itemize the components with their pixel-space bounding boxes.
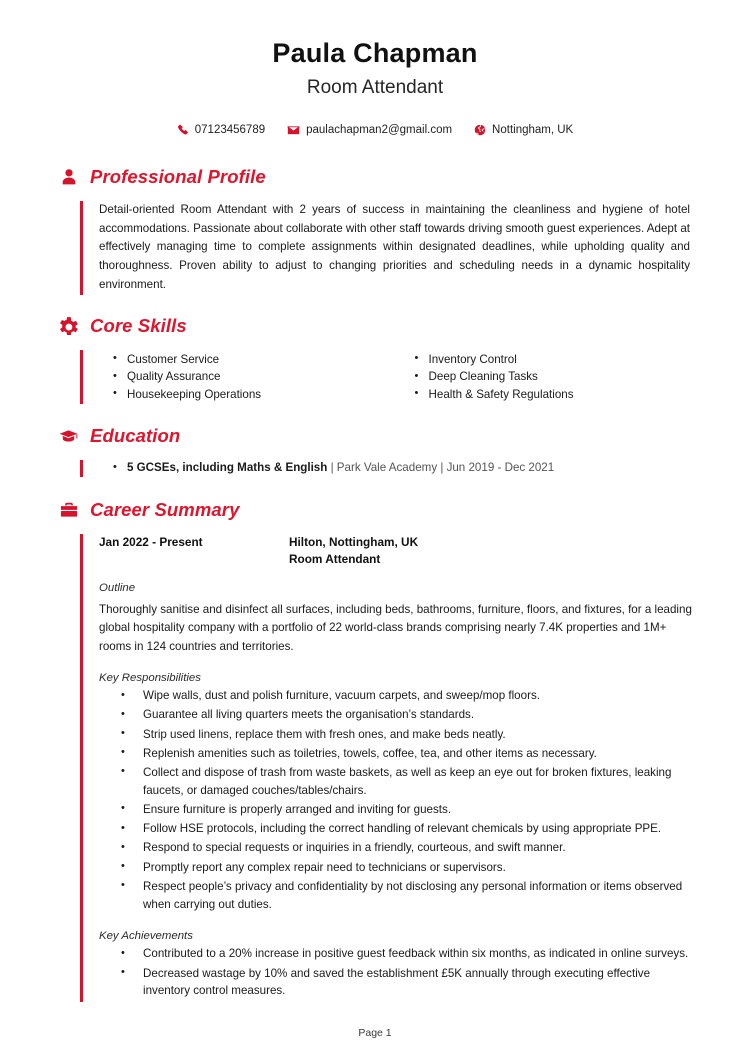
skill-item: • Inventory Control [415, 352, 693, 368]
responsibilities-label: Key Responsibilities [99, 672, 201, 685]
outline-label: Outline [99, 582, 136, 595]
contact-location[interactable] [474, 124, 573, 136]
location-icon [474, 124, 486, 136]
skills-column-right [415, 352, 693, 404]
email-icon [287, 124, 300, 137]
job-title: Room Attendant [289, 552, 381, 566]
list-item: • Collect and dispose of trash from waste baskets, as well as keep an eye out for broken fixtures, leaking faucets, or damaged couches/tables/chairs. [121, 764, 692, 799]
education-details: | Park Vale Academy | Jun 2019 - Dec 2021 [327, 461, 555, 475]
contact-phone-text: 07123456789 [194, 124, 266, 137]
briefcase-icon [58, 500, 79, 521]
skill-item: • Health & Safety Regulations [415, 387, 693, 403]
section-header-education [58, 426, 692, 447]
page-footer [0, 1027, 750, 1039]
list-item: • Respond to special requests or inquiries in a friendly, courteous, and swift manner. [121, 839, 692, 857]
section-header-profile [58, 167, 692, 188]
skills-body [58, 350, 692, 404]
skill-item: • Quality Assurance [113, 369, 391, 385]
responsibilities-list [99, 687, 692, 913]
section-header-career [58, 500, 692, 521]
skills-column-left [113, 352, 391, 404]
job-outline-text: Thoroughly sanitise and disinfect all surfaces, including beds, bathrooms, furniture, floors, and fixtures, for a leading global hospitality company with a portfolio of 22 world-class brands comprising nearly 7.4K properties and 1M+ rooms in 124 countries and territories. [99, 603, 692, 653]
list-item: • Ensure furniture is properly arranged and inviting for guests. [121, 801, 692, 819]
section-header-skills [58, 316, 692, 337]
gear-icon [58, 316, 79, 337]
list-item: • Replenish amenities such as toiletries, towels, coffee, tea, and other items as necessary. [121, 745, 692, 763]
resume-header [58, 38, 692, 137]
list-item: • Decreased wastage by 10% and saved the establishment £5K annually through executing effective inventory control measures. [121, 965, 692, 1000]
contact-email-text: paulachapman2@gmail.com [306, 124, 453, 137]
job-role-subtitle: Room Attendant [306, 77, 444, 99]
section-title-career: Career Summary [90, 499, 240, 521]
list-item: • Promptly report any complex repair need to technicians or supervisors. [121, 859, 692, 877]
contact-email[interactable] [287, 124, 452, 137]
job-company: Hilton, Nottingham, UK [289, 534, 419, 549]
job-heading-row [99, 534, 692, 568]
graduation-cap-icon [58, 426, 79, 447]
education-list [83, 460, 692, 477]
skill-item: • Customer Service [113, 352, 391, 368]
section-title-education: Education [90, 425, 181, 447]
section-core-skills [58, 316, 692, 404]
skill-item: • Housekeeping Operations [113, 387, 391, 403]
career-body [58, 534, 692, 1002]
contact-phone[interactable] [177, 124, 265, 136]
job-dates: Jan 2022 - Present [99, 534, 203, 549]
contact-location-text: Nottingham, UK [492, 124, 574, 137]
section-education [58, 426, 692, 477]
page-title: Paula Chapman [272, 38, 478, 68]
profile-body [58, 201, 692, 295]
section-career-summary [58, 500, 692, 1002]
achievements-label: Key Achievements [99, 930, 193, 943]
list-item: • Respect people’s privacy and confidentiality by not disclosing any personal information or items observed when carrying out duties. [121, 878, 692, 913]
page-number-label: Page 1 [358, 1027, 392, 1039]
skills-grid [83, 350, 692, 404]
education-body [58, 460, 692, 477]
profile-text: Detail-oriented Room Attendant with 2 years of success in maintaining the cleanliness and hygiene of hotel accommodations. Passionate about collaborate with other staff towards driving smooth guest experiences. Adept at effectively managing time to complete assignments within designated deadlines, while upholding quality and thoroughness. Proven ability to adjust to changing priorities and scheduling needs in a dynamic hospitality environment. [99, 202, 690, 291]
education-degree: 5 GCSEs, including Maths & English [127, 461, 328, 475]
job-entry [99, 534, 692, 1000]
person-icon [58, 167, 79, 188]
contact-row [58, 124, 692, 137]
list-item: • Wipe walls, dust and polish furniture, vacuum carpets, and sweep/mop floors. [121, 687, 692, 705]
achievements-list [99, 945, 692, 1000]
phone-icon [177, 124, 189, 136]
section-title-profile: Professional Profile [90, 166, 266, 188]
section-title-skills: Core Skills [90, 315, 187, 336]
list-item: • Follow HSE protocols, including the correct handling of relevant chemicals by using appropriate PPE. [121, 820, 692, 838]
list-item: • Strip used linens, replace them with fresh ones, and make beds neatly. [121, 726, 692, 744]
section-professional-profile [58, 167, 692, 295]
list-item: • Guarantee all living quarters meets the organisation’s standards. [121, 706, 692, 724]
list-item: • Contributed to a 20% increase in positive guest feedback within six months, as indicated in online surveys. [121, 945, 692, 963]
skill-item: • Deep Cleaning Tasks [415, 369, 693, 385]
education-item [113, 460, 692, 477]
